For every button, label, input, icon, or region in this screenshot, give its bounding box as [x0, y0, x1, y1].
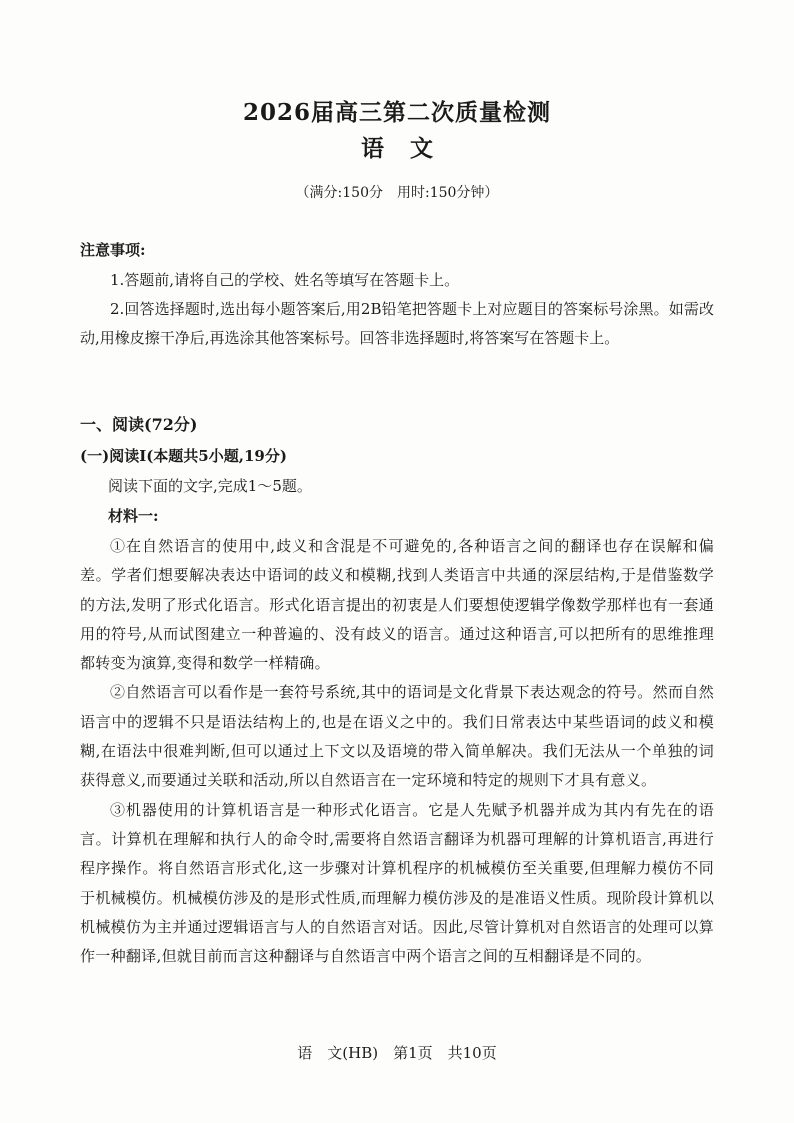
page-footer: 语 文(HB) 第1页 共10页 — [297, 1044, 497, 1062]
score-time-info: （满分:150分 用时:150分钟） — [295, 185, 499, 201]
section-title: 一、阅读(72分) — [80, 415, 198, 434]
notice-item: 1.答题前,请将自己的学校、姓名等填写在答题卡上。 — [110, 271, 460, 289]
material-label: 材料一: — [108, 507, 159, 525]
reading-instruction: 阅读下面的文字,完成1～5题。 — [108, 477, 312, 495]
notice-item: 2.回答选择题时,选出每小题答案后,用2B铅笔把答题卡上对应题目的答案标号涂黑。如需改动,用橡皮擦干净后,再选涂其他答案标号。回答非选择题时,将答案写在答题卡上。 — [80, 300, 714, 347]
paragraph: ①在自然语言的使用中,歧义和含混是不可避免的,各种语言之间的翻译也存在误解和偏差。学者们想要解决表达中语词的歧义和模糊,找到人类语言中共通的深层结构,于是借鉴数学的方法,发明了形式化语言。形式化语言提出的初衷是人们要想使逻辑学像数学那样也有一套通用的符号,从而试图建立一种普遍的、没有歧义的语言。通过这种语言,可以把所有的思维推理都转变为演算,变得和数学一样精确。 — [80, 537, 714, 673]
subsection-title: (一)阅读Ⅰ(本题共5小题,19分) — [80, 447, 287, 465]
notice-list — [80, 266, 714, 353]
subject-title: 语文 — [361, 135, 459, 162]
exam-title: 2026届高三第二次质量检测 — [242, 99, 551, 126]
paragraph: ②自然语言可以看作是一套符号系统,其中的语词是文化背景下表达观念的符号。然而自然语言中的逻辑不只是语法结构上的,也是在语义之中的。我们日常表达中某些语词的歧义和模糊,在语法中很难判断,但可以通过上下文以及语境的带入简单解决。我们无法从一个单独的词获得意义,而要通过关联和活动,所以自然语言在一定环境和特定的规则下才具有意义。 — [80, 683, 714, 790]
notice-title: 注意事项: — [80, 241, 146, 259]
material-text — [80, 532, 714, 971]
paragraph: ③机器使用的计算机语言是一种形式化语言。它是人先赋予机器并成为其内有先在的语言。计算机在理解和执行人的命令时,需要将自然语言翻译为机器可理解的计算机语言,再进行程序操作。将自然语言形式化,这一步骤对计算机程序的机械模仿至关重要,但理解力模仿不同于机械模仿。机械模仿涉及的是形式性质,而理解力模仿涉及的是准语义性质。现阶段计算机以机械模仿为主并通过逻辑语言与人的自然语言对话。因此,尽管计算机对自然语言的处理可以算作一种翻译,但就目前而言这种翻译与自然语言中两个语言之间的互相翻译是不同的。 — [80, 800, 714, 966]
